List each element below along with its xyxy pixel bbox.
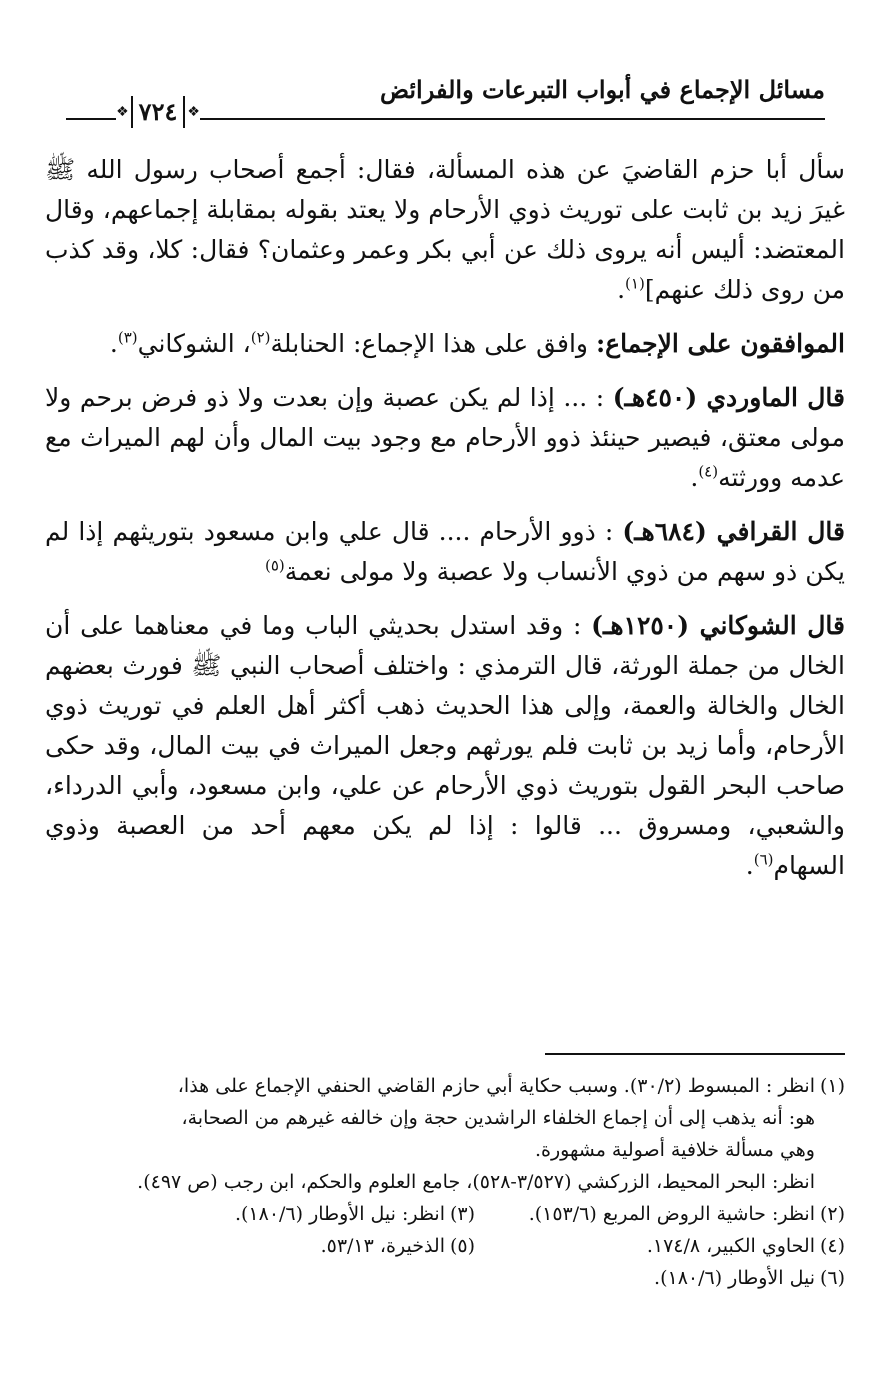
paragraph-text: ، الشوكاني xyxy=(137,329,251,358)
paragraph-qarafi xyxy=(45,512,845,592)
paragraph-heading: الموافقون على الإجماع: xyxy=(595,329,845,358)
footnote-row xyxy=(45,1230,845,1262)
footnote-ref: (١) xyxy=(625,274,645,293)
paragraph-text: سأل أبا حزم القاضيَ عن هذه المسألة، فقال: أجمع أصحاب رسول الله ﷺ غيرَ زيد بن ثابت على توريث ذوي الأرحام ولا يعتد بقوله بمقابلة إجماعهم، وقال المعتضد: أليس أنه يروى ذلك عن أبي بكر وعمر وعثمان؟ فقال: كلا، وقد كذب من روى ذلك عنهم] xyxy=(45,155,845,304)
footnote-ref: (٣) xyxy=(117,328,138,347)
page-number-ornament xyxy=(116,91,200,133)
paragraph-mawardi xyxy=(45,378,845,498)
page-number: ٧٢٤ xyxy=(131,96,186,128)
paragraph-shawkani xyxy=(45,606,845,886)
footnote-rule xyxy=(545,1053,845,1055)
footnote-text: نيل الأوطار (١٨٠/٦). xyxy=(654,1267,815,1289)
body-text xyxy=(45,150,845,896)
footnote-row xyxy=(45,1198,845,1230)
paragraph-text: وافق على هذا الإجماع: الحنابلة xyxy=(270,329,596,358)
paragraph-heading: قال القرافي (٦٨٤هـ) xyxy=(622,517,845,546)
footnote-text: انظر : المبسوط (٣٠/٢). وسبب حكاية أبي حازم القاضي الحنفي الإجماع على هذا، xyxy=(177,1075,815,1097)
footnote-text: الحاوي الكبير، ١٧٤/٨. xyxy=(646,1235,815,1257)
paragraph-heading: قال الماوردي (٤٥٠هـ) xyxy=(612,383,845,412)
ornament-left-icon: ❖ xyxy=(116,104,129,120)
paragraph-text: : وقد استدل بحديثي الباب وما في معناهما على أن الخال من جملة الورثة، قال الترمذي : واختلف أصحاب النبي ﷺ فورث بعضهم الخال والخالة والعمة، وإلى هذا الحديث ذهب أكثر أهل العلم في توريث ذوي الأرحام، وأما زيد بن ثابت فلم يورثهم وجعل الميراث في بيت المال، وقد حكى صاحب البحر القول بتوريث ذوي الأرحام عن علي، وابن مسعود، وأبي الدرداء، والشعبي، ومسروق ... قالوا : إذا لم يكن معهم أحد من العصبة وذوي السهام xyxy=(45,611,845,880)
footnote-text: انظر: نيل الأوطار (١٨٠/٦). xyxy=(234,1203,445,1225)
footnote-3 xyxy=(105,1198,475,1230)
footnote-number: (١) xyxy=(819,1075,845,1097)
paragraph-end: . xyxy=(690,463,699,492)
paragraph-heading: قال الشوكاني (١٢٥٠هـ) xyxy=(591,611,845,640)
footnote-number: (٦) xyxy=(819,1267,845,1289)
footnote-1-line-4: انظر: البحر المحيط، الزركشي (٣/٥٢٧-٥٢٨)، جامع العلوم والحكم، ابن رجب (ص ٤٩٧). xyxy=(137,1171,815,1193)
running-title: مسائل الإجماع في أبواب التبرعات والفرائض xyxy=(379,75,825,104)
footnote-6 xyxy=(45,1262,845,1294)
paragraph-text: : ذوو الأرحام .... قال علي وابن مسعود بتوريثهم إذا لم يكن ذو سهم من ذوي الأنساب ولا عصبة ولا مولى نعمة xyxy=(45,517,845,586)
footnote-ref: (٥) xyxy=(264,556,285,575)
footnote-text: الذخيرة، ٥٣/١٣. xyxy=(320,1235,445,1257)
footnote-1-line-2: هو: أنه يذهب إلى أن إجماع الخلفاء الراشدين حجة وإن خالفه غيرهم من الصحابة، xyxy=(181,1107,815,1129)
paragraph-end: . xyxy=(617,275,626,304)
footnote-ref: (٢) xyxy=(250,328,271,347)
footnote-number: (٤) xyxy=(819,1235,845,1257)
footnote-ref: (٤) xyxy=(698,462,719,481)
footnote-number: (٥) xyxy=(449,1235,475,1257)
paragraph-agreeing xyxy=(45,324,845,364)
paragraph-end: . xyxy=(745,851,754,880)
footnote-1 xyxy=(45,1070,845,1102)
footnote-4 xyxy=(475,1230,845,1262)
footnote-text: انظر: حاشية الروض المربع (١٥٣/٦). xyxy=(528,1203,815,1225)
footnote-5 xyxy=(105,1230,475,1262)
footnote-2 xyxy=(475,1198,845,1230)
footnote-number: (٢) xyxy=(819,1203,845,1225)
footnotes xyxy=(45,1070,845,1294)
paragraph-1 xyxy=(45,150,845,310)
ornament-right-icon: ❖ xyxy=(187,104,200,120)
footnote-number: (٣) xyxy=(449,1203,475,1225)
paragraph-end: . xyxy=(109,329,118,358)
paragraph-text: : ... إذا لم يكن عصبة وإن بعدت ولا ذو فرض برحم ولا مولى معتق، فيصير حينئذ ذوو الأرحام مع وجود بيت المال وأن لهم الميراث مع عدمه وورثته xyxy=(45,383,845,492)
footnote-ref: (٦) xyxy=(753,850,774,869)
footnote-1-line-3: وهي مسألة خلافية أصولية مشهورة. xyxy=(535,1139,815,1161)
